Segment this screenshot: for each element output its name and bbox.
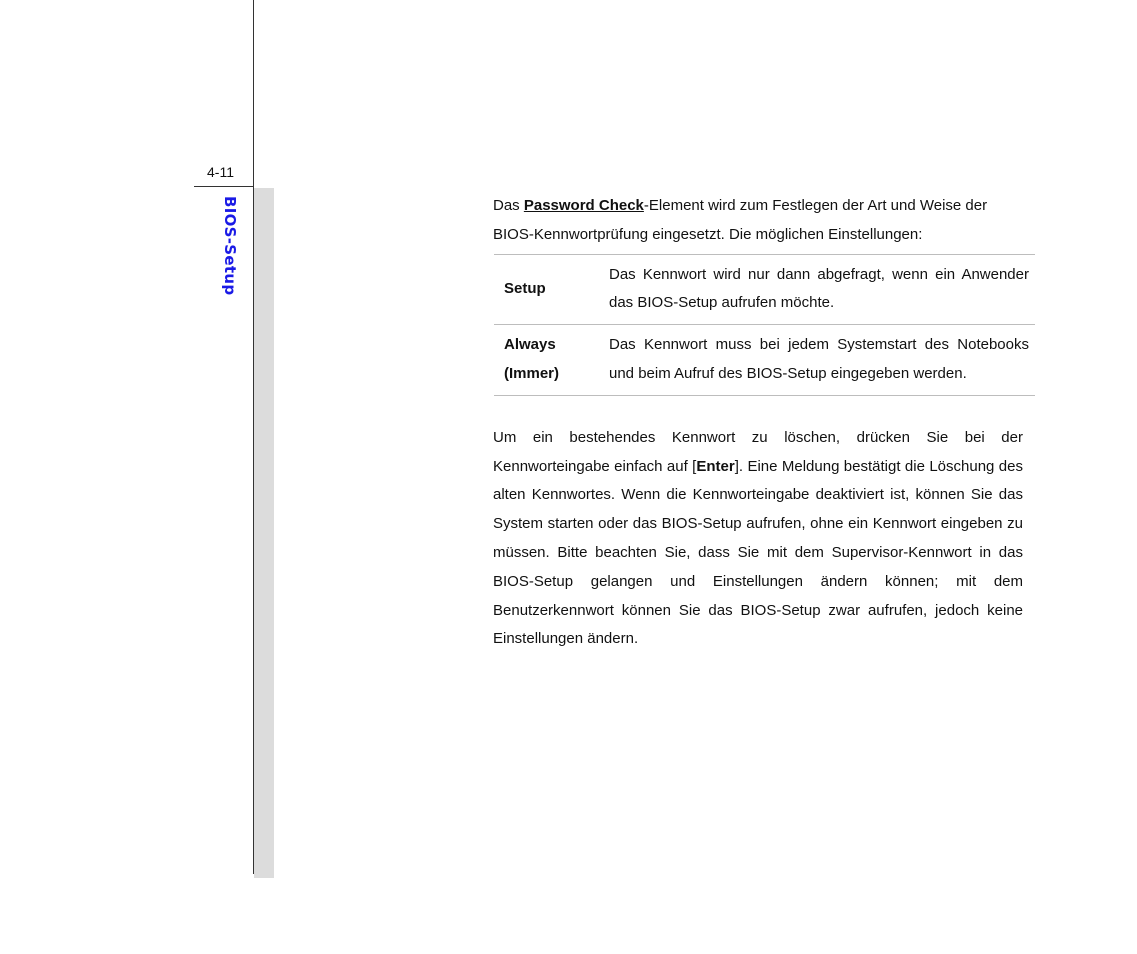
table-row: [494, 325, 1035, 396]
margin-shade-bar: [254, 188, 274, 878]
intro-suffix: -Element wird zum Festlegen der Art und Weise der BIOS-Kennwortprüfung eingesetzt. Die möglichen Einstellungen:: [493, 197, 988, 243]
section-title: BIOS-Setup: [221, 196, 239, 296]
setting-description: Das Kennwort muss bei jedem Systemstart des Notebooks und beim Aufruf des BIOS-Setup eingegeben werden.: [599, 325, 1035, 396]
body-part1: Um ein bestehendes Kennwort zu löschen, drücken Sie bei der Kennworteingabe einfach auf [: [493, 428, 1023, 475]
body-part2: ]. Eine Meldung bestätigt die Löschung des alten Kennwortes. Wenn die Kennworteingabe deaktiviert ist, können Sie das System starten oder das BIOS-Setup aufrufen, ohne ein Kennwort eingeben zu müssen. Bitte beachten Sie, dass Sie mit dem Supervisor-Kennwort in das BIOS-Setup gelangen und Einstellungen ändern können; mit dem Benutzerkennwort können Sie das BIOS-Setup zwar aufrufen, jedoch keine Einstellungen ändern.: [493, 457, 1023, 648]
password-check-term: Password Check: [523, 197, 644, 214]
table-row: [494, 254, 1035, 325]
settings-table: [494, 254, 1035, 396]
setting-key-label: Always: [504, 336, 556, 354]
intro-prefix: Das: [493, 197, 524, 214]
body-paragraph: [493, 424, 1023, 654]
margin-rule-horizontal: [194, 186, 254, 187]
setting-key: [494, 254, 599, 325]
setting-key: [494, 325, 599, 396]
page-number: 4-11: [207, 164, 234, 180]
setting-key-sublabel: (Immer): [504, 364, 560, 382]
setting-description: Das Kennwort wird nur dann abgefragt, wenn ein Anwender das BIOS-Setup aufrufen möchte.: [599, 254, 1035, 325]
setting-key-label: Setup: [504, 279, 546, 297]
enter-key-label: Enter: [696, 457, 735, 475]
intro-paragraph: [493, 192, 1023, 250]
main-content: [493, 192, 1034, 654]
